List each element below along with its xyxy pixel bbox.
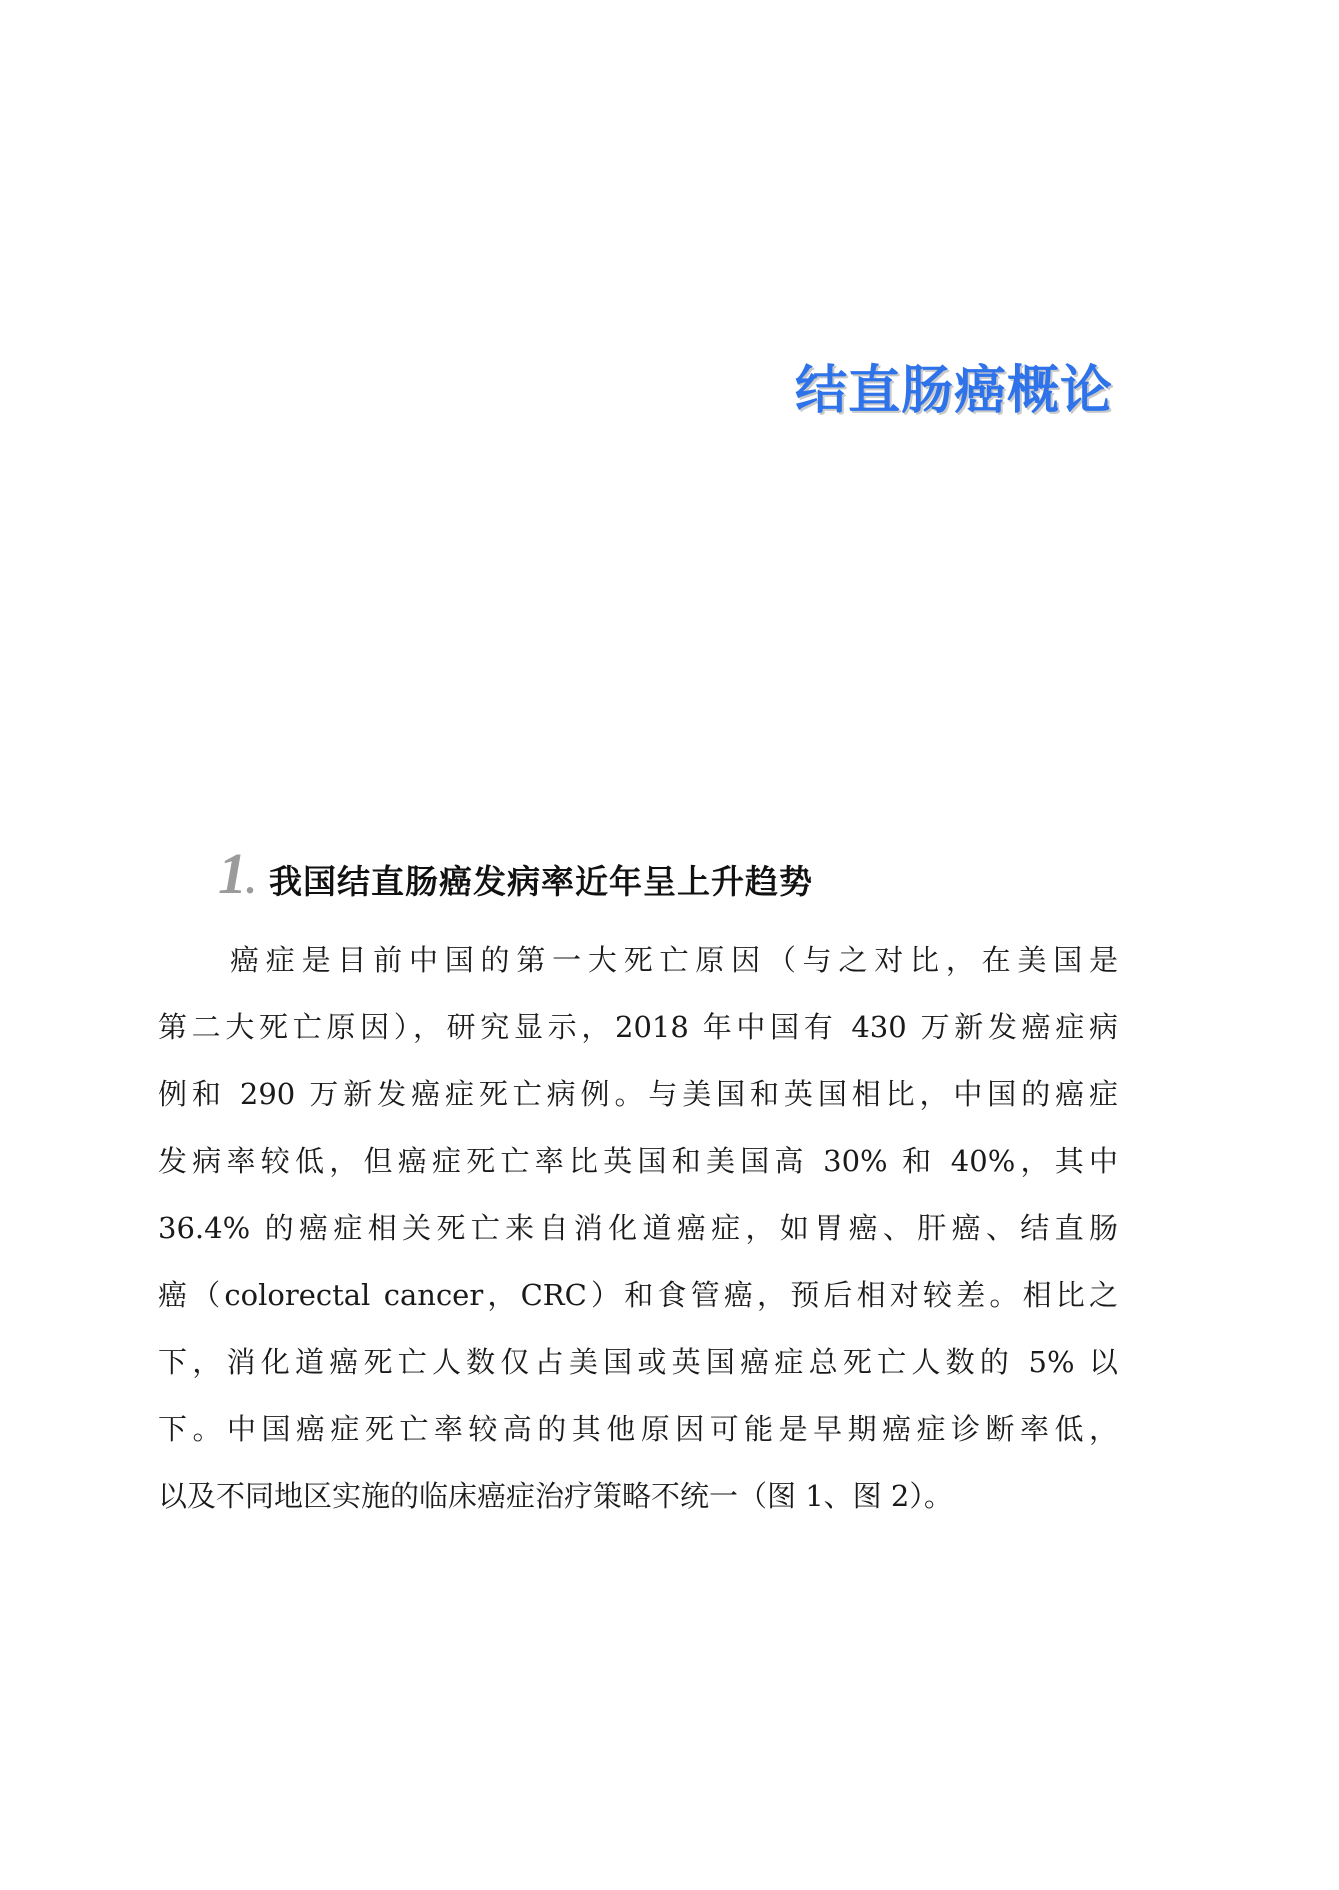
paragraph-line: 癌症是目前中国的第一大死亡原因（与之对比，在美国是: [230, 943, 1118, 977]
paragraph-line: 36.4% 的癌症相关死亡来自消化道癌症，如胃癌、肝癌、结直肠: [158, 1211, 1118, 1245]
paragraph-line: 例和 290 万新发癌症死亡病例。与美国和英国相比，中国的癌症: [158, 1077, 1118, 1111]
paragraph-line: 下，消化道癌死亡人数仅占美国或英国癌症总死亡人数的 5% 以: [158, 1345, 1118, 1379]
paragraph-line: 第二大死亡原因），研究显示，2018 年中国有 430 万新发癌症病: [158, 1010, 1118, 1044]
paragraph-line: 发病率较低，但癌症死亡率比英国和美国高 30% 和 40%，其中: [158, 1144, 1118, 1178]
paragraph-line: 以及不同地区实施的临床癌症治疗策略不统一（图 1、图 2）。: [158, 1479, 953, 1513]
paragraph-line: 下。中国癌症死亡率较高的其他原因可能是早期癌症诊断率低，: [158, 1412, 1118, 1446]
section-title: 我国结直肠癌发病率近年呈上升趋势: [269, 862, 813, 901]
paragraph-line: 癌（colorectal cancer，CRC）和食管癌，预后相对较差。相比之: [158, 1278, 1118, 1312]
chapter-title: 结直肠癌概论: [794, 361, 1113, 421]
section-number: 1: [218, 841, 245, 906]
section-number-dot: .: [245, 857, 255, 902]
body-paragraph: [158, 927, 1118, 1530]
section-heading: [218, 840, 813, 907]
